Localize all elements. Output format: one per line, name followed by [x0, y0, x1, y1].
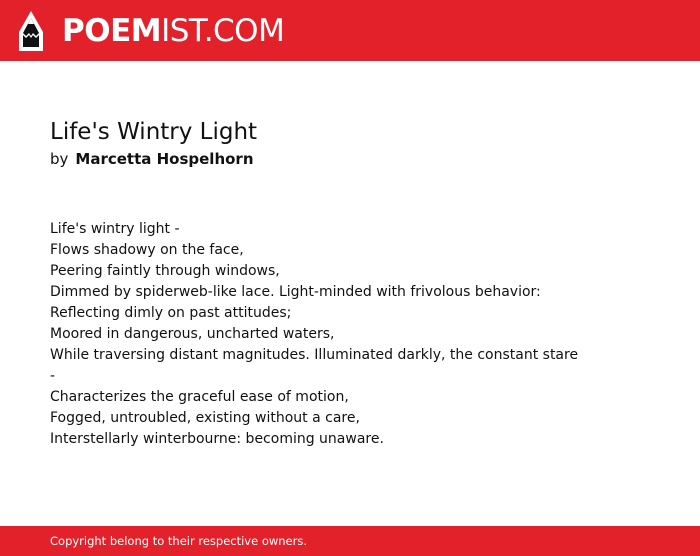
- copyright-text: Copyright belong to their respective owners.: [50, 534, 308, 548]
- site-logo[interactable]: [62, 12, 284, 50]
- poem-line: Dimmed by spiderweb-like lace. Light-minded with frivolous behavior:: [50, 284, 541, 300]
- poem-line: While traversing distant magnitudes. Illuminated darkly, the constant stare: [50, 347, 579, 363]
- poem-line: Characterizes the graceful ease of motion,: [50, 389, 349, 405]
- poem-line: Fogged, untroubled, existing without a care,: [50, 410, 360, 426]
- pencil-tip-icon: [18, 10, 44, 52]
- site-header: [0, 0, 700, 61]
- site-footer: [0, 526, 700, 556]
- logo-text-bold: POEM: [62, 13, 162, 49]
- by-label: by: [50, 150, 69, 168]
- poem-line: Peering faintly through windows,: [50, 263, 280, 279]
- author-name[interactable]: Marcetta Hospelhorn: [75, 150, 254, 168]
- poem-title: Life's Wintry Light: [50, 119, 258, 145]
- poem-line: -: [50, 368, 56, 384]
- poem-line: Reflecting dimly on past attitudes;: [50, 305, 292, 321]
- logo-text-light: IST.COM: [161, 13, 285, 49]
- poem-line: Flows shadowy on the face,: [50, 242, 244, 258]
- poem-body: [50, 219, 670, 450]
- poem-line: Life's wintry light -: [50, 221, 180, 237]
- byline: [50, 149, 254, 169]
- poem-line: Moored in dangerous, uncharted waters,: [50, 326, 335, 342]
- poem-line: Interstellarly winterbourne: becoming unaware.: [50, 431, 384, 447]
